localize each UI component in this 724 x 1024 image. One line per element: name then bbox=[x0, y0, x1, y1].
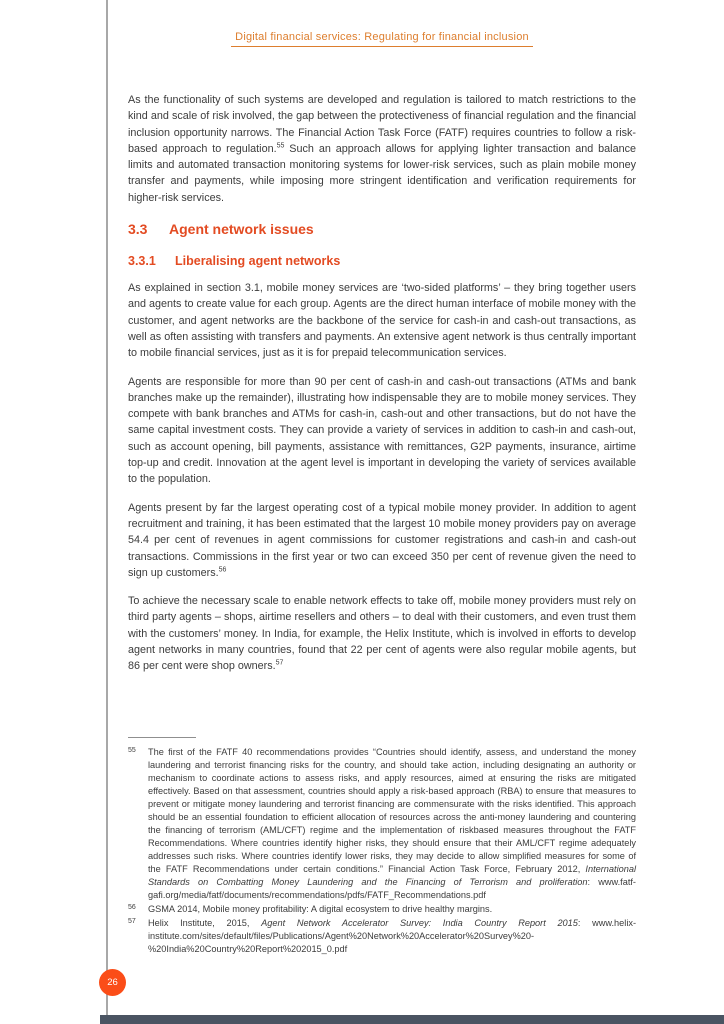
running-header-title: Digital financial services: Regulating for financial inclusion bbox=[231, 31, 533, 47]
footnote-text: The first of the FATF 40 recommendations provides “Countries should identify, assess, and understand the money laundering and terrorist financing risks for the country, and should take action, including designating an authority or mechanism to coordinate actions to assess risks, and apply resources, aimed at ensuring the risks are mitigated effectively. Based on that assessment, countries should apply a risk-based approach (RBA) to ensure that measures to prevent or mitigate money laundering and terrorist financing are commensurate with the risks identified. This approach should be an essential foundation to efficient allocation of resources across the anti-money laundering and countering the financing of terrorism (AML/CFT) regime and the implementation of riskbased measures throughout the FATF Recommendations. Where countries identify higher risks, they should ensure that their AML/CFT regime adequately addresses such risks. Where countries identify lower risks, they may decide to allow simplified measures for some of the FATF Recommendations under certain conditions.” Financial Action Task Force, February 2012, International Standards on Combatting Money Laundering and the Financing of Terrorism and proliferation: www.fatf-gafi.org/media/fatf/documents/recommendations/pdfs/FATF_Recommendations.pdf bbox=[148, 747, 636, 900]
paragraph-agents-share: Agents are responsible for more than 90 per cent of cash-in and cash-out transactions (ATMs and bank branches make up the remainder), illustrating how indispensable they are to mobile money services. They compete with bank branches and ATMs for cash-in, cash-out and other transactions, but do not have the same capital investment costs. They can provide a variety of services in addition to cash-in and cash-out, such as account opening, bill payments, assistance with remittances, G2P payments, insurance, airtime top-up and credit. Innovation at the agent level is important in developing the variety of services available to the population. bbox=[128, 375, 636, 486]
paragraph-intro: As the functionality of such systems are developed and regulation is tailored to match restrictions to the kind and scale of risk involved, the gap between the protectiveness of financial regulation and the financial inclusion opportunity narrows. The Financial Action Task Force (FATF) requires countries to follow a risk-based approach to regulation.$^{55}$ Such an approach allows for applying lighter transaction and balance limits and automated transaction monitoring systems for lower-risk services, such as plain mobile money transfer and payments, while imposing more stringent identification and verification requirements for higher-risk services. bbox=[128, 94, 636, 204]
paragraph-agent-costs: Agents present by far the largest operating cost of a typical mobile money provider. In addition to agent recruitment and training, it has been estimated that the largest 10 mobile money providers pay on average 54.4 per cent of revenues in agent commissions for customer registrations and cash-in and cash-out transactions. Commissions in the first year or two can exceed 350 per cent of revenue given the need to sign up customers.$^{56}$ bbox=[128, 501, 636, 579]
footnote-text: GSMA 2014, Mobile money profitability: A digital ecosystem to drive healthy margins. bbox=[148, 904, 493, 914]
body-content bbox=[128, 92, 636, 687]
footnote-57 bbox=[128, 917, 636, 956]
footnote-marker: 56 bbox=[128, 904, 136, 911]
subsection-number: 3.3.1 bbox=[128, 254, 156, 269]
footnotes-block bbox=[128, 746, 636, 957]
section-title: Agent network issues bbox=[169, 221, 314, 238]
section-heading-3-3 bbox=[128, 221, 636, 237]
paragraph-two-sided-platforms: As explained in section 3.1, mobile money services are ‘two-sided platforms’ – they bring together users and agents to create value for each group. Agents are the direct human interface of mobile money with the customer, and agent networks are the backbone of the service for cash-in and cash-out transactions, as well as often assisting with transfers and payments. An extensive agent network is thus centrally important to mobile financial services, just as it is for prepaid telecommunication services. bbox=[128, 282, 636, 360]
page-number: 26 bbox=[107, 977, 118, 988]
subsection-heading-3-3-1 bbox=[128, 254, 636, 268]
page-number-badge bbox=[99, 969, 126, 996]
footnote-56 bbox=[128, 903, 636, 916]
footnote-separator bbox=[128, 737, 196, 738]
footnote-text: Helix Institute, 2015, Agent Network Accelerator Survey: India Country Report 2015: www.helix-institute.com/sites/default/files/Publications/Agent%20Network%20Accelerator%20Survey%20-%20India%20Country%20Report%202015_0.pdf bbox=[148, 918, 637, 954]
footnote-marker: 57 bbox=[128, 918, 136, 925]
left-margin-rule bbox=[106, 0, 108, 1024]
subsection-title: Liberalising agent networks bbox=[175, 254, 341, 269]
footer-bar bbox=[100, 1015, 724, 1024]
paragraph-network-effects: To achieve the necessary scale to enable network effects to take off, mobile money providers must rely on third party agents – shops, airtime resellers and others – to deal with their customers, and even trust them with the customers’ money. In India, for example, the Helix Institute, which is involved in efforts to develop agent networks in many countries, found that 22 per cent of agents were also regular mobile agents, but 86 per cent were shop owners.$^{57}$ bbox=[128, 595, 636, 673]
page-header bbox=[128, 27, 636, 47]
section-number: 3.3 bbox=[128, 221, 148, 238]
footnote-55 bbox=[128, 746, 636, 902]
footnote-marker: 55 bbox=[128, 747, 136, 754]
